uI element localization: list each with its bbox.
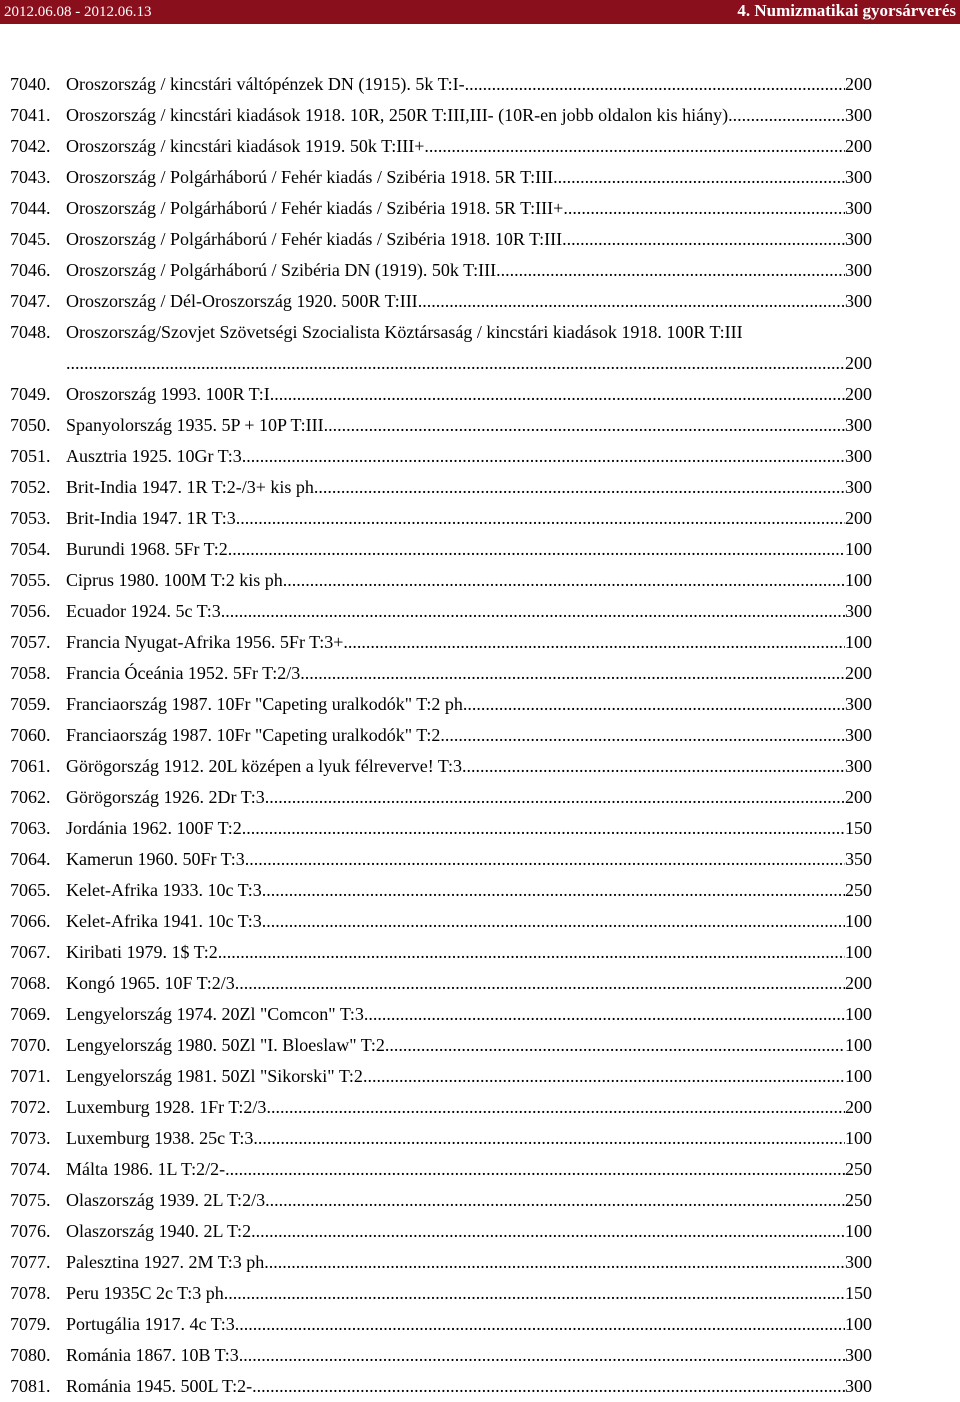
lot-description: Görögország 1912. 20L középen a lyuk félreverve! T:3: [66, 756, 462, 776]
lot-row: [66, 100, 872, 131]
lot-price: 200: [845, 973, 872, 993]
lot-price: 200: [845, 353, 872, 373]
lot-row: [66, 224, 872, 255]
lot-number: 7043.: [10, 167, 51, 187]
lot-price: 300: [845, 229, 872, 249]
lot-number: 7071.: [10, 1066, 51, 1086]
dot-leader: [242, 441, 845, 472]
lot-number: 7045.: [10, 229, 51, 249]
lot-price-row: [66, 348, 872, 379]
lot-item: [10, 1278, 872, 1309]
lot-row: [66, 1030, 872, 1061]
lot-price: 200: [845, 508, 872, 528]
lot-number: 7072.: [10, 1097, 51, 1117]
lot-item: [10, 379, 872, 410]
lot-price: 300: [845, 725, 872, 745]
lot-description: Francia Nyugat-Afrika 1956. 5Fr T:3+: [66, 632, 344, 652]
dot-leader: [66, 348, 845, 379]
lot-item: [10, 565, 872, 596]
lot-description: Lengyelország 1980. 50Zl "I. Bloeslaw" T:2: [66, 1035, 385, 1055]
lot-row: [66, 1278, 872, 1309]
lot-price: 200: [845, 787, 872, 807]
lot-description: Oroszország / Polgárháború / Fehér kiadás / Szibéria 1918. 5R T:III+: [66, 198, 564, 218]
lot-price: 200: [845, 74, 872, 94]
lot-item: [10, 1247, 872, 1278]
lot-description: Oroszország / kincstári kiadások 1918. 10R, 250R T:III,III- (10R-en jobb oldalon kis hiány): [66, 105, 729, 125]
dot-leader: [228, 1278, 845, 1309]
lot-description: Románia 1867. 10B T:3: [66, 1345, 239, 1365]
lot-row: [66, 813, 872, 844]
lot-row: [66, 751, 872, 782]
dot-leader: [563, 193, 845, 224]
lot-number: 7066.: [10, 911, 51, 931]
dot-leader: [242, 813, 845, 844]
lot-row: [66, 596, 872, 627]
dot-leader: [462, 751, 845, 782]
lot-row: [66, 1092, 872, 1123]
lot-row: [66, 844, 872, 875]
lot-description: Kamerun 1960. 50Fr T:3: [66, 849, 245, 869]
lot-price: 100: [845, 539, 872, 559]
lot-description: Oroszország / Dél-Oroszország 1920. 500R T:III: [66, 291, 418, 311]
lot-item: [10, 751, 872, 782]
lot-description: Oroszország / Polgárháború / Fehér kiadás / Szibéria 1918. 10R T:III: [66, 229, 563, 249]
lot-row: [66, 968, 872, 999]
lot-price: 300: [845, 105, 872, 125]
dot-leader: [418, 286, 845, 317]
lot-item: [10, 1154, 872, 1185]
lot-row: [66, 658, 872, 689]
lot-row: [66, 720, 872, 751]
dot-leader: [343, 627, 845, 658]
lot-number: 7067.: [10, 942, 51, 962]
lot-item: [10, 627, 872, 658]
lot-item: [10, 813, 872, 844]
lot-item: [10, 689, 872, 720]
lot-description: Brit-India 1947. 1R T:2-/3+ kis ph.: [66, 477, 319, 497]
lot-item: [10, 782, 872, 813]
lot-description: Brit-India 1947. 1R T:3: [66, 508, 236, 528]
dot-leader: [300, 658, 845, 689]
lot-number: 7081.: [10, 1376, 51, 1396]
lot-price: 300: [845, 477, 872, 497]
lot-price: 250: [845, 1159, 872, 1179]
lot-row: [66, 131, 872, 162]
lot-row: [66, 1247, 872, 1278]
lot-item: [10, 844, 872, 875]
lot-description: Olaszország 1939. 2L T:2/3: [66, 1190, 266, 1210]
lot-number: 7052.: [10, 477, 51, 497]
lot-row: [66, 410, 872, 441]
lot-price: 300: [845, 756, 872, 776]
lot-price: 100: [845, 942, 872, 962]
lot-price: 300: [845, 198, 872, 218]
lot-price: 250: [845, 1190, 872, 1210]
lot-number: 7079.: [10, 1314, 51, 1334]
lot-row: [66, 1309, 872, 1340]
lot-price: 200: [845, 384, 872, 404]
dot-leader: [221, 596, 845, 627]
lot-description: Kongó 1965. 10F T:2/3: [66, 973, 235, 993]
lot-description: Oroszország 1993. 100R T:I: [66, 384, 270, 404]
lot-description: Jordánia 1962. 100F T:2: [66, 818, 242, 838]
dot-leader: [496, 255, 845, 286]
dot-leader: [270, 379, 845, 410]
lot-item: [10, 720, 872, 751]
lot-number: 7046.: [10, 260, 51, 280]
lot-price: 300: [845, 415, 872, 435]
dot-leader: [253, 1123, 845, 1154]
lot-item: [10, 131, 872, 162]
dot-leader: [385, 1030, 845, 1061]
dot-leader: [236, 503, 845, 534]
lot-row: [66, 565, 872, 596]
lot-number: 7056.: [10, 601, 51, 621]
dot-leader: [562, 224, 845, 255]
lot-description: Oroszország / kincstári váltópénzek DN (1915). 5k T:I-: [66, 74, 465, 94]
lot-row: [66, 627, 872, 658]
dot-leader: [266, 1092, 845, 1123]
dot-leader: [465, 69, 845, 100]
lot-price: 150: [845, 1283, 872, 1303]
lot-price: 100: [845, 1004, 872, 1024]
lot-description: Kelet-Afrika 1941. 10c T:3: [66, 911, 262, 931]
dot-leader: [265, 782, 845, 813]
lot-price: 100: [845, 1314, 872, 1334]
lot-description: Palesztina 1927. 2M T:3 ph.: [66, 1252, 269, 1272]
lot-item: [10, 1092, 872, 1123]
dot-leader: [324, 410, 845, 441]
lot-number: 7076.: [10, 1221, 51, 1241]
lot-item: [10, 1309, 872, 1340]
lot-row: [66, 1340, 872, 1371]
dot-leader: [262, 906, 845, 937]
lot-item: [10, 193, 872, 224]
lot-item: [10, 968, 872, 999]
lot-description: Luxemburg 1928. 1Fr T:2/3: [66, 1097, 267, 1117]
lot-number: 7044.: [10, 198, 51, 218]
dot-leader: [424, 131, 845, 162]
lot-row: [66, 875, 872, 906]
lot-row: [66, 162, 872, 193]
lot-number: 7058.: [10, 663, 51, 683]
lot-description: Franciaország 1987. 10Fr "Capeting uralkodók" T:2 ph.: [66, 694, 468, 714]
lot-row: [66, 999, 872, 1030]
lot-price: 300: [845, 291, 872, 311]
lot-item: [10, 1123, 872, 1154]
lot-description: Spanyolország 1935. 5P + 10P T:III: [66, 415, 324, 435]
lot-price: 100: [845, 1035, 872, 1055]
dot-leader: [239, 1340, 845, 1371]
lot-item: [10, 1061, 872, 1092]
lot-item: [10, 162, 872, 193]
lot-number: 7078.: [10, 1283, 51, 1303]
lot-number: 7061.: [10, 756, 51, 776]
lot-number: 7063.: [10, 818, 51, 838]
lot-description: Oroszország / kincstári kiadások 1919. 50k T:III+: [66, 136, 425, 156]
lot-number: 7068.: [10, 973, 51, 993]
lot-number: 7059.: [10, 694, 51, 714]
lot-list: [10, 69, 872, 1402]
lot-item: [10, 875, 872, 906]
lot-price: 300: [845, 260, 872, 280]
lot-price: 150: [845, 818, 872, 838]
lot-item: [10, 410, 872, 441]
dot-leader: [235, 1309, 845, 1340]
lot-item: [10, 1216, 872, 1247]
dot-leader: [287, 565, 845, 596]
lot-item: [10, 999, 872, 1030]
lot-item: [10, 906, 872, 937]
dot-leader: [252, 1371, 845, 1402]
lot-item: [10, 286, 872, 317]
lot-description: Olaszország 1940. 2L T:2: [66, 1221, 252, 1241]
lot-price: 300: [845, 1345, 872, 1365]
lot-item: [10, 1340, 872, 1371]
dot-leader: [363, 1061, 845, 1092]
lot-description: Málta 1986. 1L T:2/2-: [66, 1159, 226, 1179]
lot-number: 7065.: [10, 880, 51, 900]
lot-row: [66, 193, 872, 224]
lot-row: [66, 1216, 872, 1247]
lot-item: [10, 1371, 872, 1402]
lot-item: [10, 503, 872, 534]
lot-number: 7062.: [10, 787, 51, 807]
lot-row: [66, 1061, 872, 1092]
lot-item: [10, 100, 872, 131]
lot-number: 7074.: [10, 1159, 51, 1179]
dot-leader: [218, 937, 845, 968]
lot-row: [66, 937, 872, 968]
lot-row: [66, 782, 872, 813]
lot-price: 200: [845, 1097, 872, 1117]
dot-leader: [364, 999, 845, 1030]
lot-row: [66, 472, 872, 503]
lot-price: 300: [845, 446, 872, 466]
lot-description: Lengyelország 1981. 50Zl "Sikorski" T:2: [66, 1066, 363, 1086]
lot-price: 100: [845, 1221, 872, 1241]
lot-item: [10, 596, 872, 627]
dot-leader: [467, 689, 845, 720]
lot-number: 7060.: [10, 725, 51, 745]
lot-item: [10, 1030, 872, 1061]
lot-row: [66, 503, 872, 534]
lot-number: 7047.: [10, 291, 51, 311]
lot-item: [10, 224, 872, 255]
lot-price: 100: [845, 1066, 872, 1086]
lot-description: Kiribati 1979. 1$ T:2: [66, 942, 218, 962]
lot-price: 300: [845, 1252, 872, 1272]
dot-leader: [440, 720, 845, 751]
dot-leader: [728, 100, 845, 131]
lot-description: Lengyelország 1974. 20Zl "Comcon" T:3: [66, 1004, 364, 1024]
lot-description: Portugália 1917. 4c T:3: [66, 1314, 235, 1334]
lot-description: Francia Óceánia 1952. 5Fr T:2/3: [66, 663, 301, 683]
dot-leader: [235, 968, 845, 999]
lot-row: [66, 689, 872, 720]
lot-number: 7054.: [10, 539, 51, 559]
lot-price: 100: [845, 570, 872, 590]
lot-price: 200: [845, 136, 872, 156]
lot-item: [10, 1185, 872, 1216]
lot-description: Ausztria 1925. 10Gr T:3: [66, 446, 242, 466]
lot-number: 7057.: [10, 632, 51, 652]
lot-number: 7041.: [10, 105, 51, 125]
lot-price: 200: [845, 663, 872, 683]
lot-price: 350: [845, 849, 872, 869]
lot-item: [10, 534, 872, 565]
auction-date-range: 2012.06.08 - 2012.06.13: [4, 4, 152, 20]
lot-item: [10, 255, 872, 286]
lot-number: 7053.: [10, 508, 51, 528]
lot-description: Burundi 1968. 5Fr T:2: [66, 539, 228, 559]
lot-item: [10, 317, 872, 379]
page-header: [0, 0, 960, 24]
lot-number: 7049.: [10, 384, 51, 404]
lot-item: [10, 69, 872, 100]
lot-price: 300: [845, 1376, 872, 1396]
lot-description: Oroszország / Polgárháború / Szibéria DN (1919). 50k T:III: [66, 260, 497, 280]
lot-row: [66, 1185, 872, 1216]
lot-number: 7048.: [10, 322, 51, 342]
lot-row: [66, 906, 872, 937]
dot-leader: [318, 472, 845, 503]
lot-number: 7069.: [10, 1004, 51, 1024]
lot-number: 7070.: [10, 1035, 51, 1055]
lot-price: 300: [845, 167, 872, 187]
dot-leader: [251, 1216, 845, 1247]
lot-number: 7075.: [10, 1190, 51, 1210]
lot-number: 7077.: [10, 1252, 51, 1272]
lot-description: Ciprus 1980. 100M T:2 kis ph.: [66, 570, 288, 590]
lot-description: Peru 1935C 2c T:3 ph.: [66, 1283, 229, 1303]
lot-row: [66, 534, 872, 565]
lot-price: 300: [845, 601, 872, 621]
lot-row: [66, 441, 872, 472]
lot-price: 250: [845, 880, 872, 900]
lot-description: Luxemburg 1938. 25c T:3: [66, 1128, 254, 1148]
lot-number: 7073.: [10, 1128, 51, 1148]
lot-description: Oroszország/Szovjet Szövetségi Szocialista Köztársaság / kincstári kiadások 1918. 100R T:III: [66, 322, 743, 342]
dot-leader: [553, 162, 845, 193]
dot-leader: [225, 1154, 845, 1185]
lot-row: [66, 1371, 872, 1402]
lot-row: [66, 1154, 872, 1185]
dot-leader: [262, 875, 845, 906]
dot-leader: [228, 534, 845, 565]
lot-price: 100: [845, 632, 872, 652]
lot-number: 7055.: [10, 570, 51, 590]
lot-number: 7042.: [10, 136, 51, 156]
lot-description: Románia 1945. 500L T:2-: [66, 1376, 253, 1396]
lot-description: Franciaország 1987. 10Fr "Capeting uralkodók" T:2: [66, 725, 441, 745]
section-title: 4. Numizmatikai gyorsárverés: [737, 1, 956, 20]
lot-row: [66, 1123, 872, 1154]
lot-description: Kelet-Afrika 1933. 10c T:3: [66, 880, 262, 900]
dot-leader: [269, 1247, 845, 1278]
lot-price: 100: [845, 1128, 872, 1148]
lot-price: 100: [845, 911, 872, 931]
lot-number: 7040.: [10, 74, 51, 94]
lot-number: 7050.: [10, 415, 51, 435]
lot-item: [10, 441, 872, 472]
lot-item: [10, 937, 872, 968]
lot-description: Ecuador 1924. 5c T:3: [66, 601, 221, 621]
lot-row: [66, 379, 872, 410]
lot-description: Görögország 1926. 2Dr T:3: [66, 787, 265, 807]
dot-leader: [245, 844, 845, 875]
lot-description: Oroszország / Polgárháború / Fehér kiadás / Szibéria 1918. 5R T:III: [66, 167, 554, 187]
lot-item: [10, 658, 872, 689]
lot-number: 7080.: [10, 1345, 51, 1365]
lot-row: [66, 69, 872, 100]
lot-number: 7064.: [10, 849, 51, 869]
lot-price: 300: [845, 694, 872, 714]
lot-row: [66, 286, 872, 317]
lot-row: [66, 255, 872, 286]
dot-leader: [265, 1185, 845, 1216]
lot-item: [10, 472, 872, 503]
lot-number: 7051.: [10, 446, 51, 466]
